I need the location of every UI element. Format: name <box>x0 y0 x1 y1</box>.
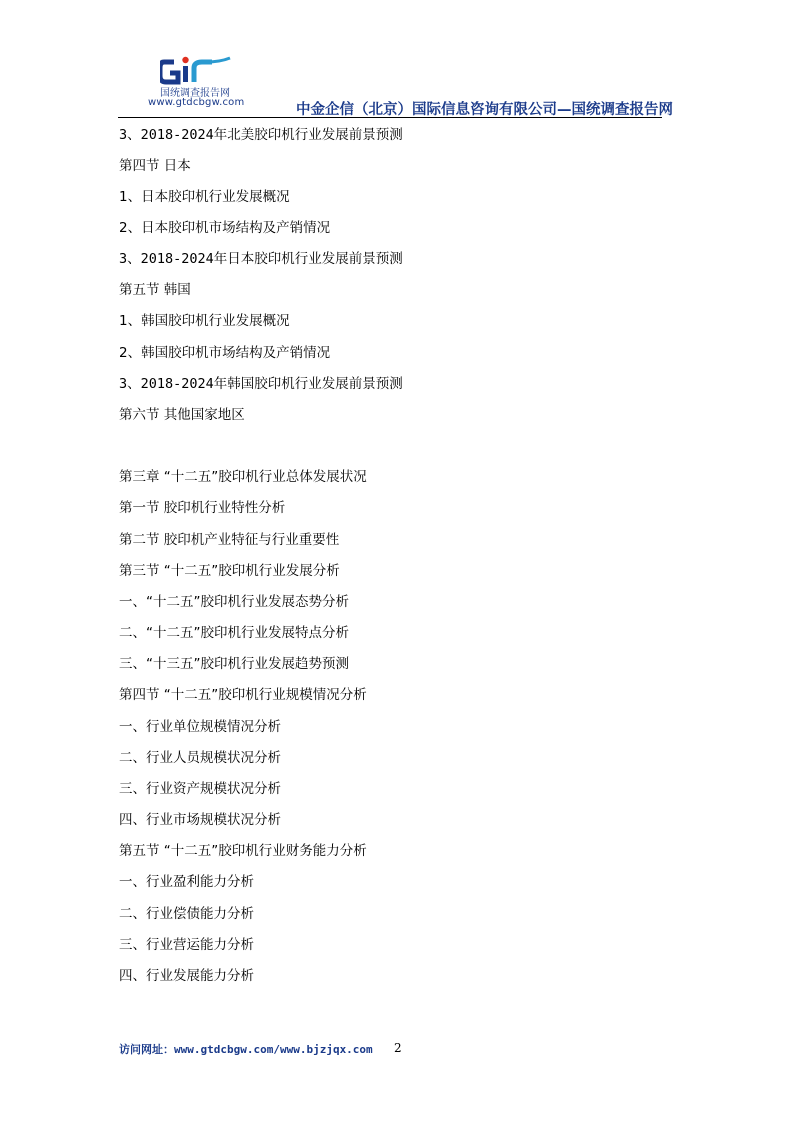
toc-line: 1、韩国胶印机行业发展概况 <box>119 313 290 329</box>
header-divider <box>118 117 662 118</box>
toc-line: 二、行业人员规模状况分析 <box>119 750 281 766</box>
toc-line: 第一节 胶印机行业特性分析 <box>119 500 286 516</box>
toc-line: 第二节 胶印机产业特征与行业重要性 <box>119 532 340 548</box>
toc-line: 二、“十二五”胶印机行业发展特点分析 <box>119 625 349 641</box>
logo-text: 国统调查报告网 <box>160 88 230 99</box>
toc-line: 2、日本胶印机市场结构及产销情况 <box>119 220 331 236</box>
header-title: 中金企信（北京）国际信息咨询有限公司—国统调查报告网 <box>296 102 673 118</box>
toc-line: 第五节 韩国 <box>119 282 191 298</box>
toc-line: 第三章 “十二五”胶印机行业总体发展状况 <box>119 469 367 485</box>
toc-line: 三、行业营运能力分析 <box>119 937 254 953</box>
page-number: 2 <box>394 1041 402 1055</box>
logo-url[interactable]: www.gtdcbgw.com <box>148 97 245 108</box>
footer-website-link[interactable]: 访问网址：www.gtdcbgw.com/www.bjzjqx.com <box>119 1043 373 1056</box>
toc-line: 第四节 日本 <box>119 158 191 174</box>
toc-line: 第六节 其他国家地区 <box>119 407 245 423</box>
toc-line: 第四节 “十二五”胶印机行业规模情况分析 <box>119 687 367 703</box>
toc-line: 3、2018-2024年韩国胶印机行业发展前景预测 <box>119 376 403 392</box>
toc-line: 四、行业发展能力分析 <box>119 968 254 984</box>
toc-line: 3、2018-2024年北美胶印机行业发展前景预测 <box>119 127 403 143</box>
toc-line: 一、“十二五”胶印机行业发展态势分析 <box>119 594 349 610</box>
toc-line: 三、行业资产规模状况分析 <box>119 781 281 797</box>
toc-line: 三、“十三五”胶印机行业发展趋势预测 <box>119 656 349 672</box>
toc-line: 3、2018-2024年日本胶印机行业发展前景预测 <box>119 251 403 267</box>
toc-line: 一、行业单位规模情况分析 <box>119 719 281 735</box>
toc-line: 1、日本胶印机行业发展概况 <box>119 189 290 205</box>
toc-line: 二、行业偿债能力分析 <box>119 906 254 922</box>
toc-line: 2、韩国胶印机市场结构及产销情况 <box>119 345 331 361</box>
toc-line: 一、行业盈利能力分析 <box>119 874 254 890</box>
toc-line: 第三节 “十二五”胶印机行业发展分析 <box>119 563 340 579</box>
toc-line: 四、行业市场规模状况分析 <box>119 812 281 828</box>
toc-line: 第五节 “十二五”胶印机行业财务能力分析 <box>119 843 367 859</box>
